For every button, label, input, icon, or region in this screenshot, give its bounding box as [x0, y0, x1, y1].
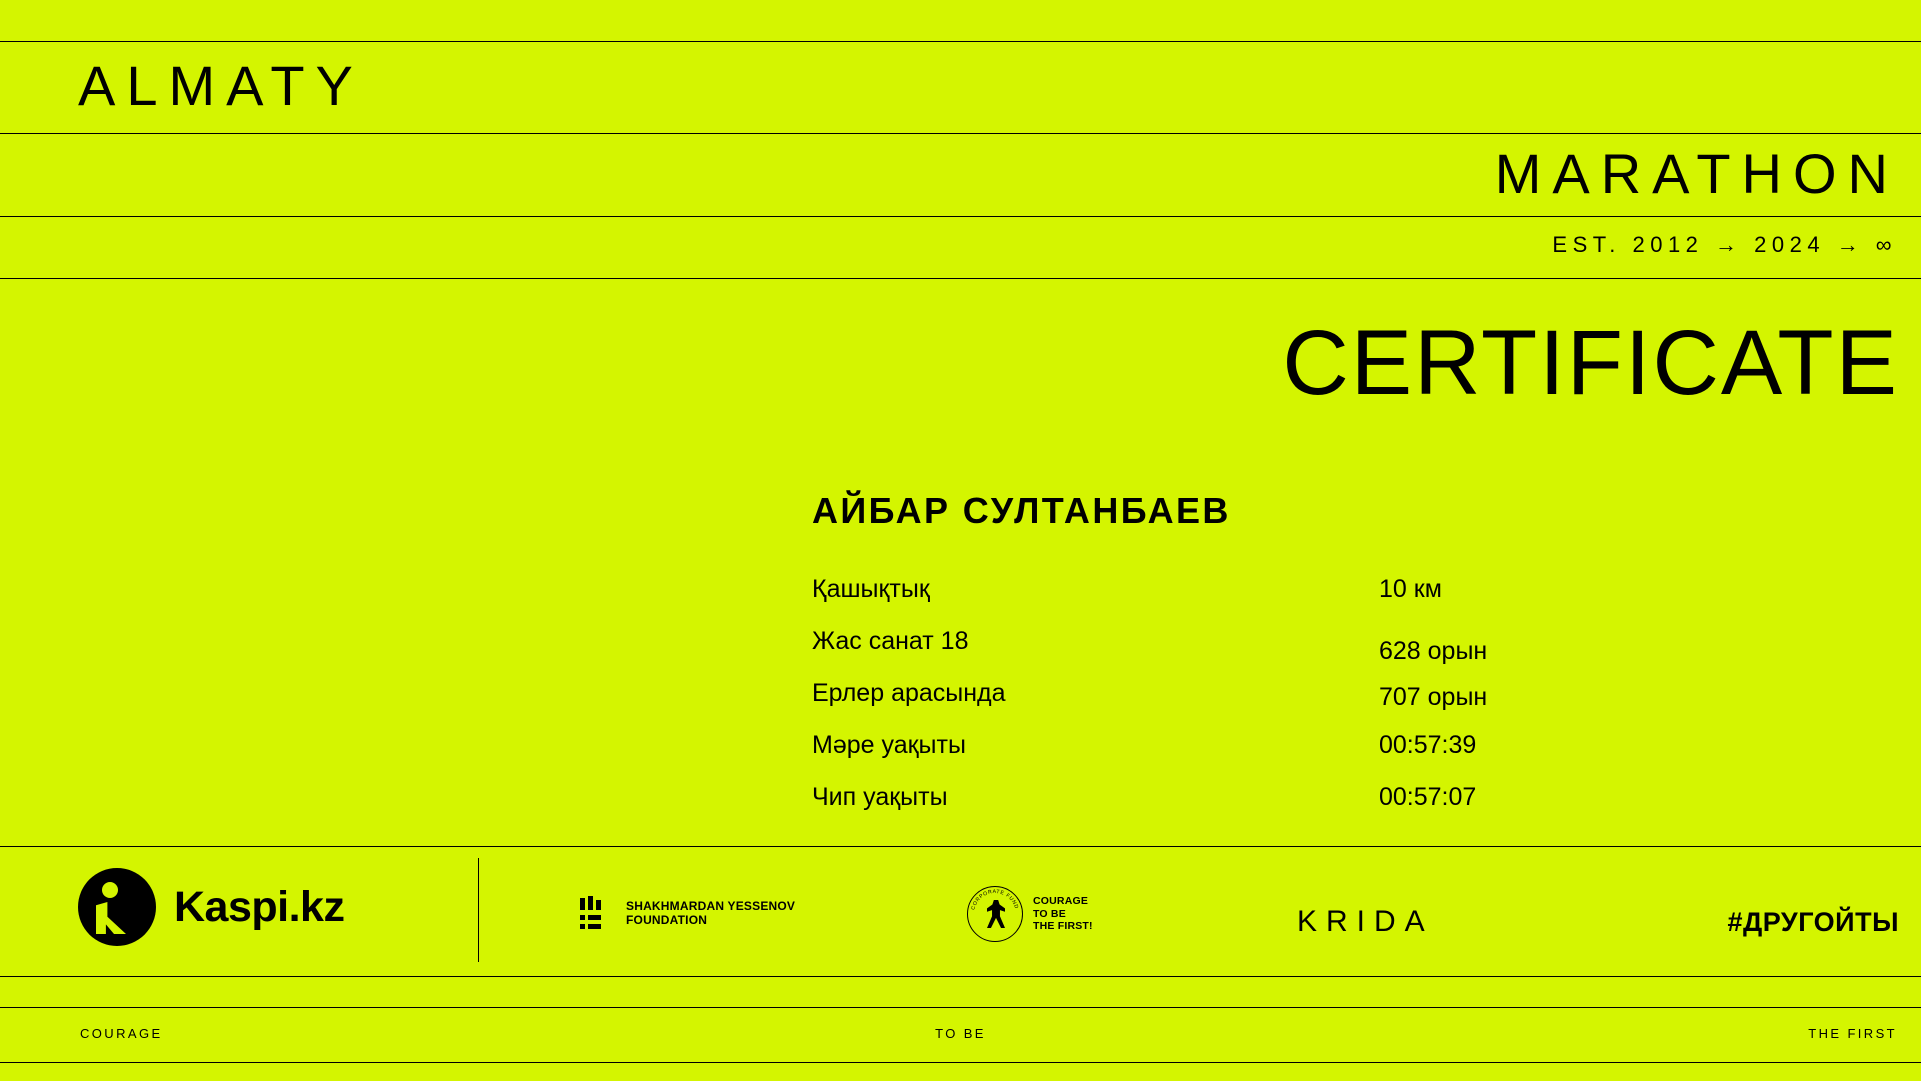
- footer-right: THE FIRST: [1808, 1026, 1897, 1041]
- sponsor-bar: [0, 846, 1921, 976]
- table-row: [812, 781, 1532, 833]
- established-line: EST. 2012 → 2024 → ∞: [1552, 232, 1897, 257]
- kaspi-wordmark: Kaspi.kz: [174, 883, 345, 931]
- athlete-name: АЙБАР СУЛТАНБАЕВ: [812, 490, 1231, 531]
- page-title: CERTIFICATE: [1282, 312, 1899, 414]
- result-label: Чип уақыты: [812, 783, 948, 811]
- yessenov-bars-icon: [580, 896, 614, 930]
- result-value: 00:57:07: [1379, 783, 1477, 811]
- brand-line-marathon: MARATHON: [1494, 142, 1899, 205]
- sponsor-corporate-fund: [967, 886, 1093, 942]
- seal-arc-text: [969, 888, 1021, 940]
- sponsor-krida: KRIDA: [1297, 905, 1434, 938]
- divider-line: [0, 133, 1921, 134]
- result-label: Жас санат 18: [812, 627, 969, 655]
- table-row: [812, 677, 1532, 729]
- result-value: 10 км: [1379, 575, 1442, 603]
- result-label: Мәре уақыты: [812, 731, 966, 759]
- sponsor-kaspi: [78, 868, 344, 946]
- results-table: [812, 573, 1532, 833]
- kaspi-logo-icon: [78, 868, 156, 946]
- svg-text:CORPORATE FUND: CORPORATE FUND: [970, 888, 1020, 911]
- result-value: 00:57:39: [1379, 731, 1477, 759]
- sponsor-yessenov: [580, 896, 795, 930]
- divider-line: [0, 41, 1921, 42]
- vertical-divider: [478, 858, 479, 962]
- corporate-fund-wordmark: [1033, 895, 1093, 933]
- footer-middle: TO BE: [935, 1026, 986, 1041]
- result-value: 707 орын: [1379, 683, 1488, 711]
- corporate-fund-line-2: TO BE: [1033, 907, 1066, 920]
- campaign-hashtag: #ДРУГОЙТЫ: [1727, 907, 1899, 937]
- footer-slogan: [0, 1007, 1921, 1062]
- corporate-fund-line-1: COURAGE: [1033, 895, 1089, 908]
- brand-line-almaty: ALMATY: [78, 54, 364, 117]
- divider-line: [0, 1062, 1921, 1063]
- footer-left: COURAGE: [80, 1026, 163, 1041]
- yessenov-wordmark: [626, 899, 795, 927]
- divider-line: [0, 976, 1921, 977]
- table-row: [812, 625, 1532, 677]
- table-row: [812, 729, 1532, 781]
- yessenov-line-1: SHAKHMARDAN YESSENOV: [626, 899, 796, 913]
- table-row: [812, 573, 1532, 625]
- result-label: Қашықтық: [812, 575, 930, 603]
- divider-line: [0, 278, 1921, 279]
- yessenov-line-2: FOUNDATION: [626, 913, 708, 927]
- corporate-fund-seal-icon: [967, 886, 1023, 942]
- result-label: Ерлер арасында: [812, 679, 1006, 707]
- divider-line: [0, 216, 1921, 217]
- result-value: 628 орын: [1379, 637, 1488, 665]
- corporate-fund-line-3: THE FIRST!: [1033, 920, 1093, 933]
